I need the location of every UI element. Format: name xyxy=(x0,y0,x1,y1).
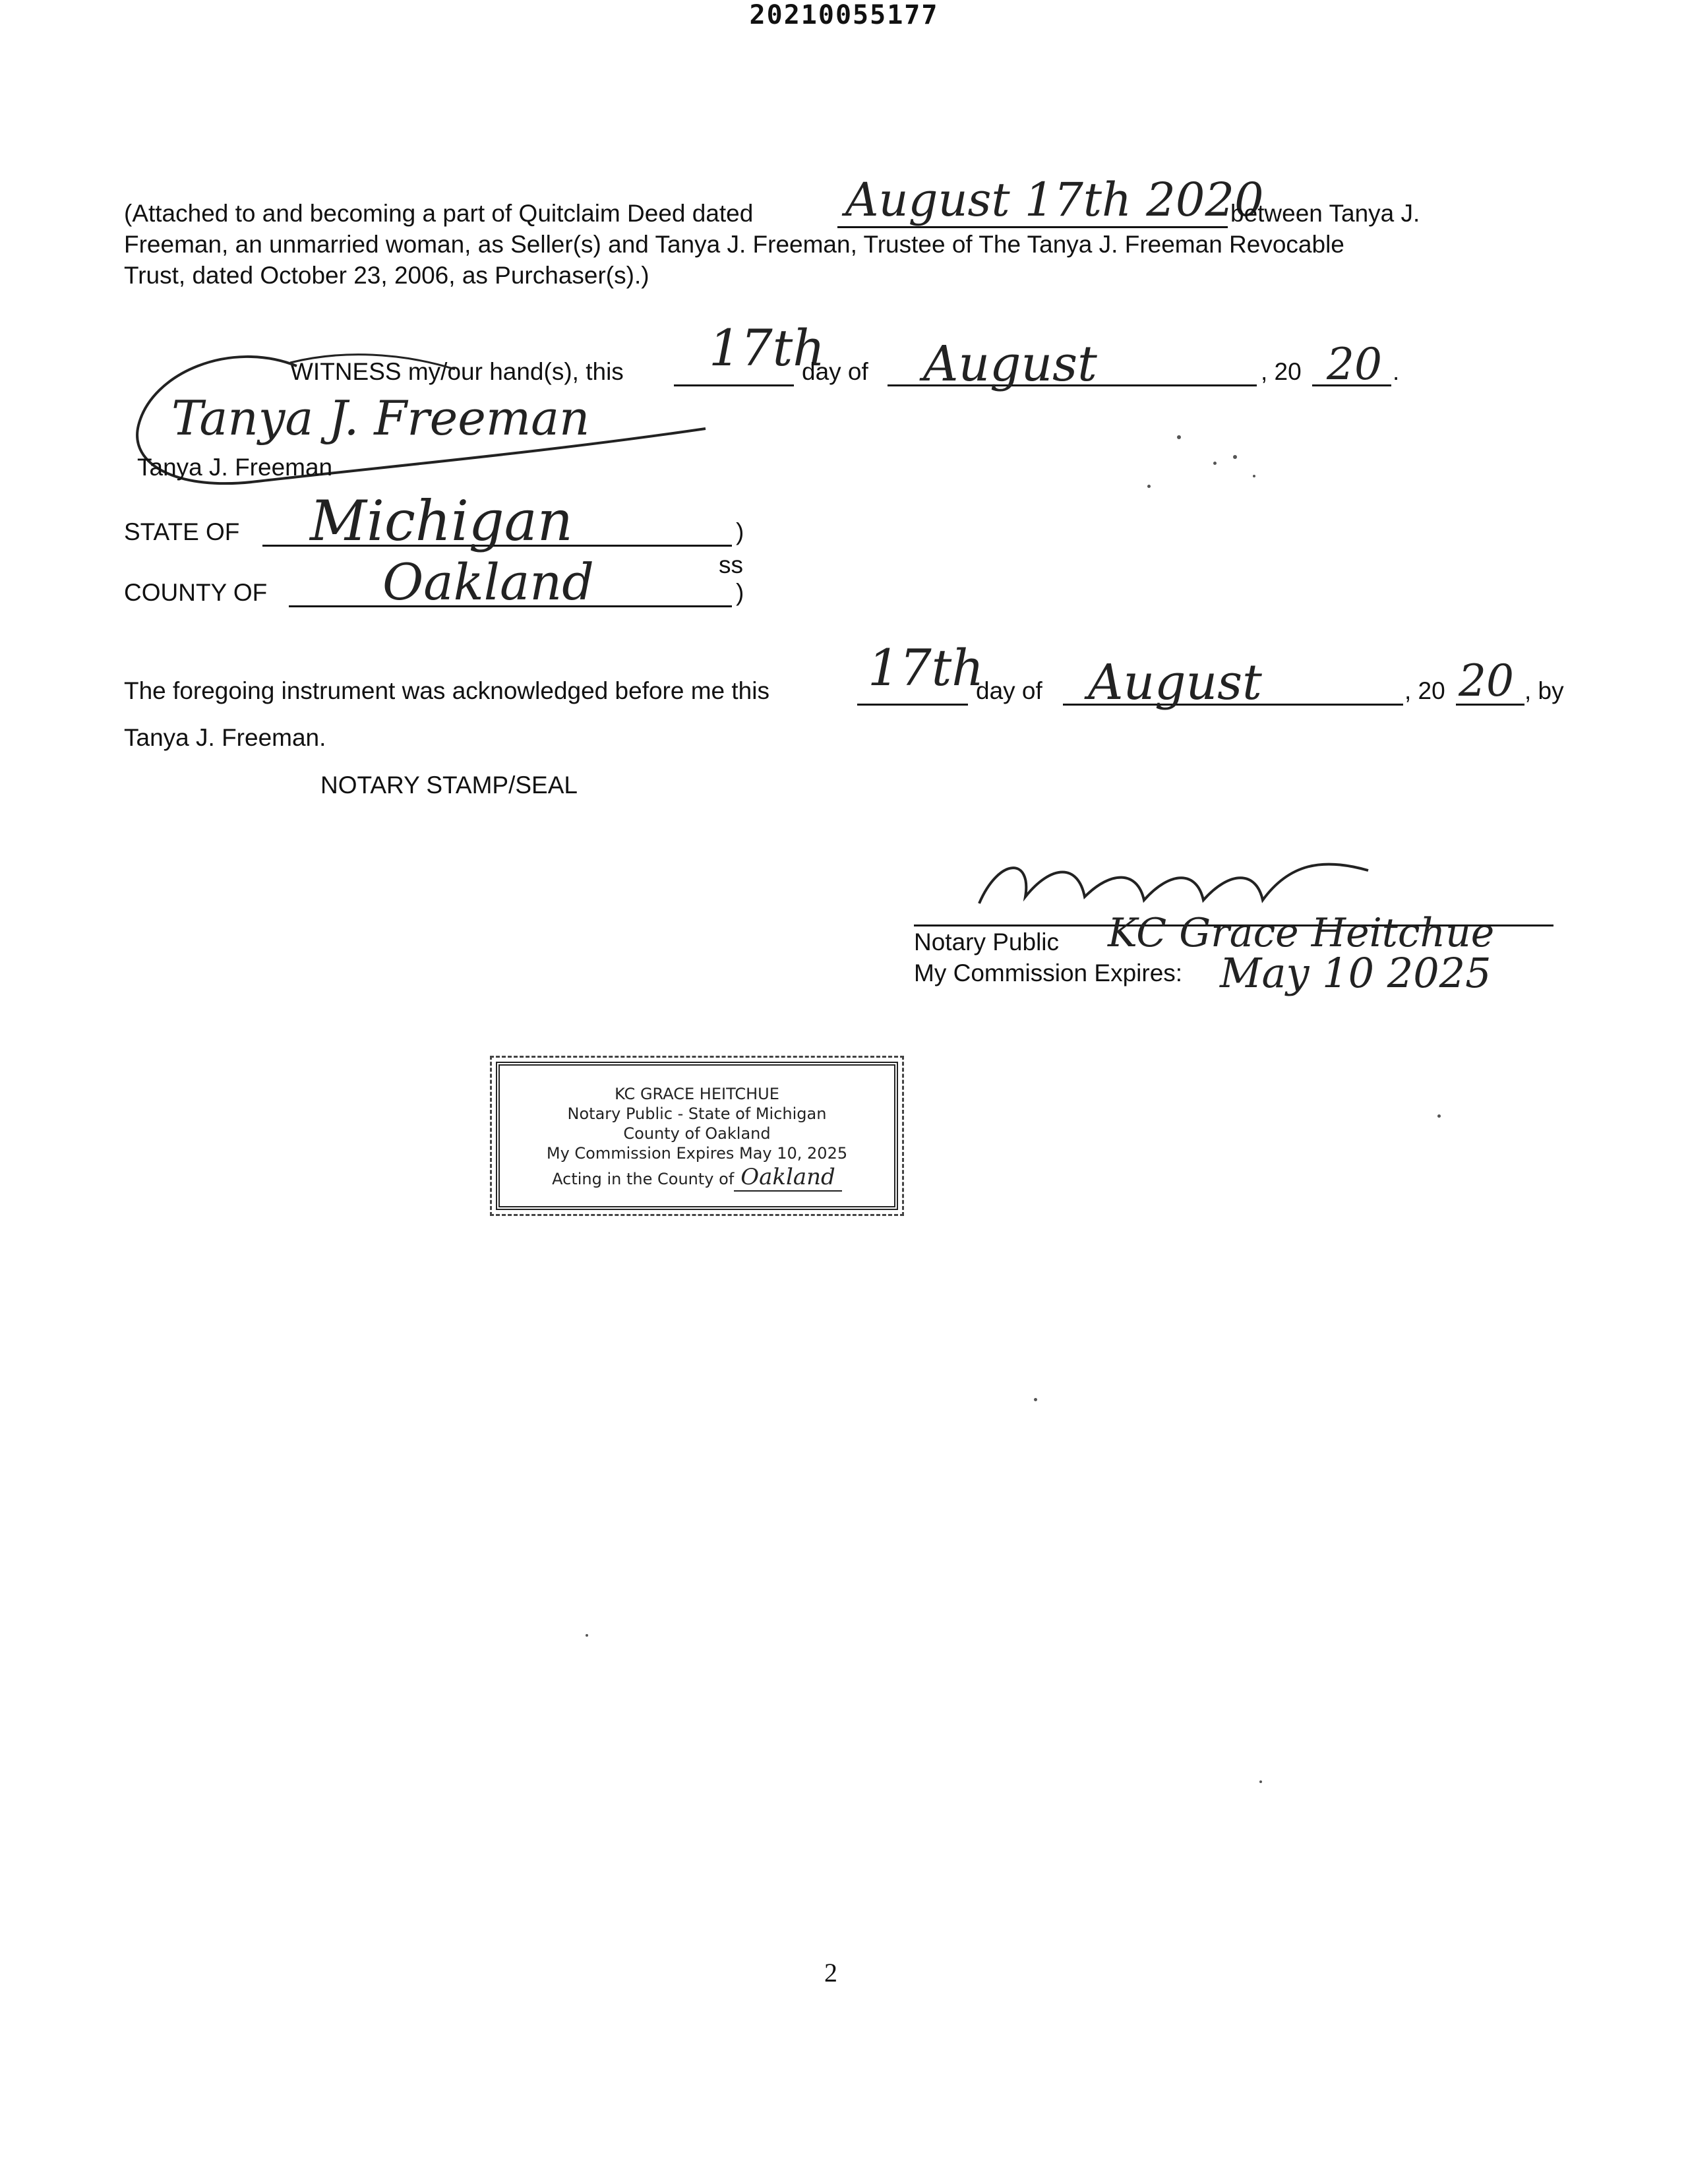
witness-year-prefix: , 20 xyxy=(1261,358,1302,385)
stamp-line-acting xyxy=(552,1163,842,1192)
witness-text: WITNESS my/our hand(s), this xyxy=(290,358,624,385)
witness-month-handwritten: August xyxy=(923,336,1097,392)
notary-public-name-handwritten: KC Grace Heitchue xyxy=(1108,910,1495,956)
scan-speck xyxy=(1034,1398,1037,1401)
attachment-line-1-end: between Tanya J. xyxy=(1230,200,1420,227)
county-paren: ) xyxy=(736,579,744,606)
attachment-line-1-start: (Attached to and becoming a part of Quitclaim Deed dated xyxy=(124,200,754,227)
scan-speck xyxy=(1437,1114,1441,1118)
scan-speck xyxy=(586,1634,588,1637)
attachment-line-2: Freeman, an unmarried woman, as Seller(s) and Tanya J. Freeman, Trustee of The Tanya J. Freeman Revocable xyxy=(124,231,1344,258)
attachment-line-3: Trust, dated October 23, 2006, as Purchaser(s).) xyxy=(124,262,649,289)
ack-year-prefix: , 20 xyxy=(1404,677,1445,704)
notary-public-label: Notary Public xyxy=(914,928,1060,956)
state-handwritten: Michigan xyxy=(310,489,573,553)
document-number: 20210055177 xyxy=(749,0,939,30)
state-paren: ) xyxy=(736,518,744,545)
stamp-line-expires: My Commission Expires May 10, 2025 xyxy=(546,1144,848,1163)
notary-stamp-label: NOTARY STAMP/SEAL xyxy=(320,772,578,799)
ack-by: , by xyxy=(1524,677,1564,704)
scan-speck xyxy=(1177,435,1181,439)
state-label: STATE OF xyxy=(124,518,240,545)
commission-expires-handwritten: May 10 2025 xyxy=(1220,949,1492,997)
witness-day-handwritten: 17th xyxy=(709,318,826,377)
scan-speck xyxy=(1259,1780,1262,1783)
county-handwritten: Oakland xyxy=(382,553,594,611)
stamp-acting-label: Acting in the County of xyxy=(552,1170,735,1188)
ack-day-handwritten: 17th xyxy=(868,638,984,697)
acknowledgment-text: The foregoing instrument was acknowledged before me this xyxy=(124,677,769,704)
stamp-line-title: Notary Public - State of Michigan xyxy=(567,1105,827,1123)
stamp-line-name: KC GRACE HEITCHUE xyxy=(615,1085,779,1103)
scan-speck xyxy=(1233,455,1237,459)
scan-speck xyxy=(1213,462,1217,465)
ack-name-line: Tanya J. Freeman. xyxy=(124,724,326,751)
scan-speck xyxy=(1253,475,1255,477)
ack-year-handwritten: 20 xyxy=(1459,655,1514,706)
scan-speck xyxy=(1147,485,1151,488)
witness-end: . xyxy=(1393,358,1400,385)
stamp-acting-handwritten: Oakland xyxy=(734,1164,842,1192)
witness-day-of: day of xyxy=(802,358,868,385)
county-label: COUNTY OF xyxy=(124,579,268,606)
deed-date-handwritten: August 17th 2020 xyxy=(845,173,1264,227)
stamp-line-county: County of Oakland xyxy=(623,1124,771,1143)
seller-signature-handwritten: Tanya J. Freeman xyxy=(171,390,590,446)
ack-day-underline xyxy=(857,704,968,706)
page-number: 2 xyxy=(824,1958,837,1987)
ack-month-handwritten: August xyxy=(1088,654,1262,711)
ack-day-of: day of xyxy=(976,677,1042,704)
witness-year-handwritten: 20 xyxy=(1327,339,1382,390)
notary-stamp xyxy=(496,1062,898,1210)
ss-label: ss xyxy=(719,551,743,578)
commission-expires-label: My Commission Expires: xyxy=(914,959,1183,986)
seller-printed-name: Tanya J. Freeman xyxy=(137,454,333,481)
